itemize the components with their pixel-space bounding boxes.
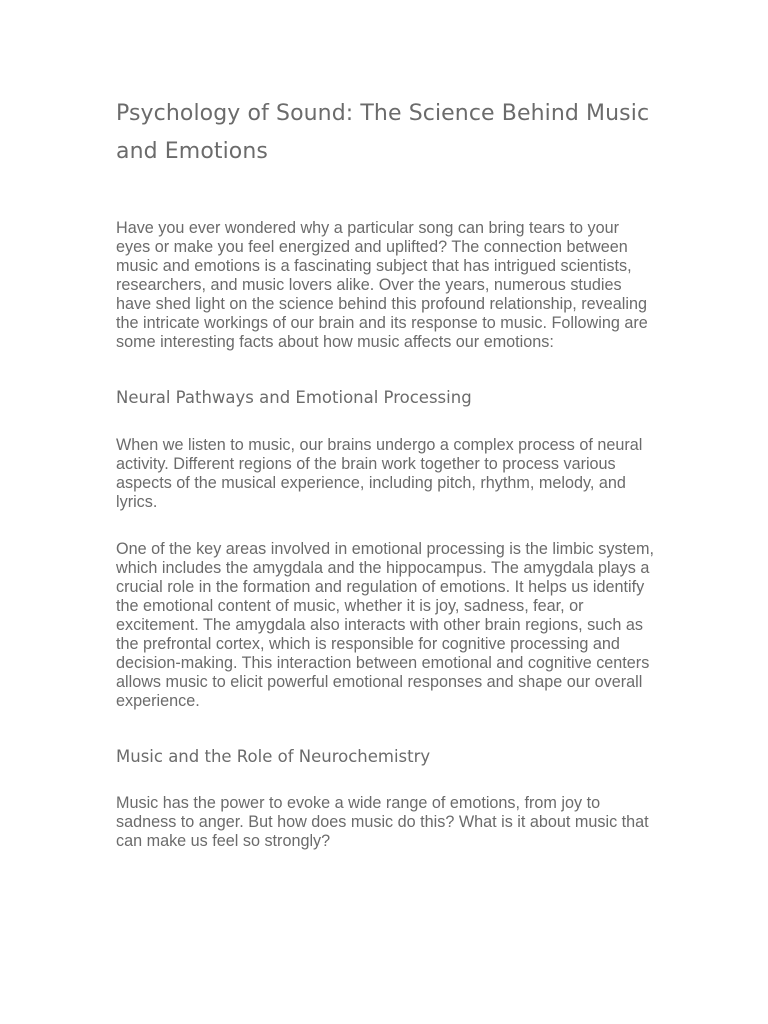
document-page xyxy=(116,95,656,851)
section-paragraph: Music has the power to evoke a wide range of emotions, from joy to sadness to anger. But how does music do this? What is it about music that can make us feel so strongly? xyxy=(116,794,649,850)
intro-paragraph: Have you ever wondered why a particular song can bring tears to your eyes or make you feel energized and uplifted? The connection between music and emotions is a fascinating subject that has intrigued scientists, researchers, and music lovers alike. Over the years, numerous studies have shed light on the science behind this profound relationship, revealing the intricate workings of our brain and its response to music. Following are some interesting facts about how music affects our emotions: xyxy=(116,219,648,351)
section-paragraph: One of the key areas involved in emotional processing is the limbic system, which includes the amygdala and the hippocampus. The amygdala plays a crucial role in the formation and regulation of emotions. It helps us identify the emotional content of music, whether it is joy, sadness, fear, or excitement. The amygdala also interacts with other brain regions, such as the prefrontal cortex, which is responsible for cognitive processing and decision-making. This interaction between emotional and cognitive centers allows music to elicit powerful emotional responses and shape our overall experience. xyxy=(116,540,655,710)
section-paragraph: When we listen to music, our brains undergo a complex process of neural activity. Different regions of the brain work together to process various aspects of the musical experience, including pitch, rhythm, melody, and lyrics. xyxy=(116,436,643,511)
section-heading-neurochemistry: Music and the Role of Neurochemistry xyxy=(116,747,431,766)
document-title: Psychology of Sound: The Science Behind Music and Emotions xyxy=(116,101,650,164)
section-heading-neural-pathways: Neural Pathways and Emotional Processing xyxy=(116,388,472,407)
